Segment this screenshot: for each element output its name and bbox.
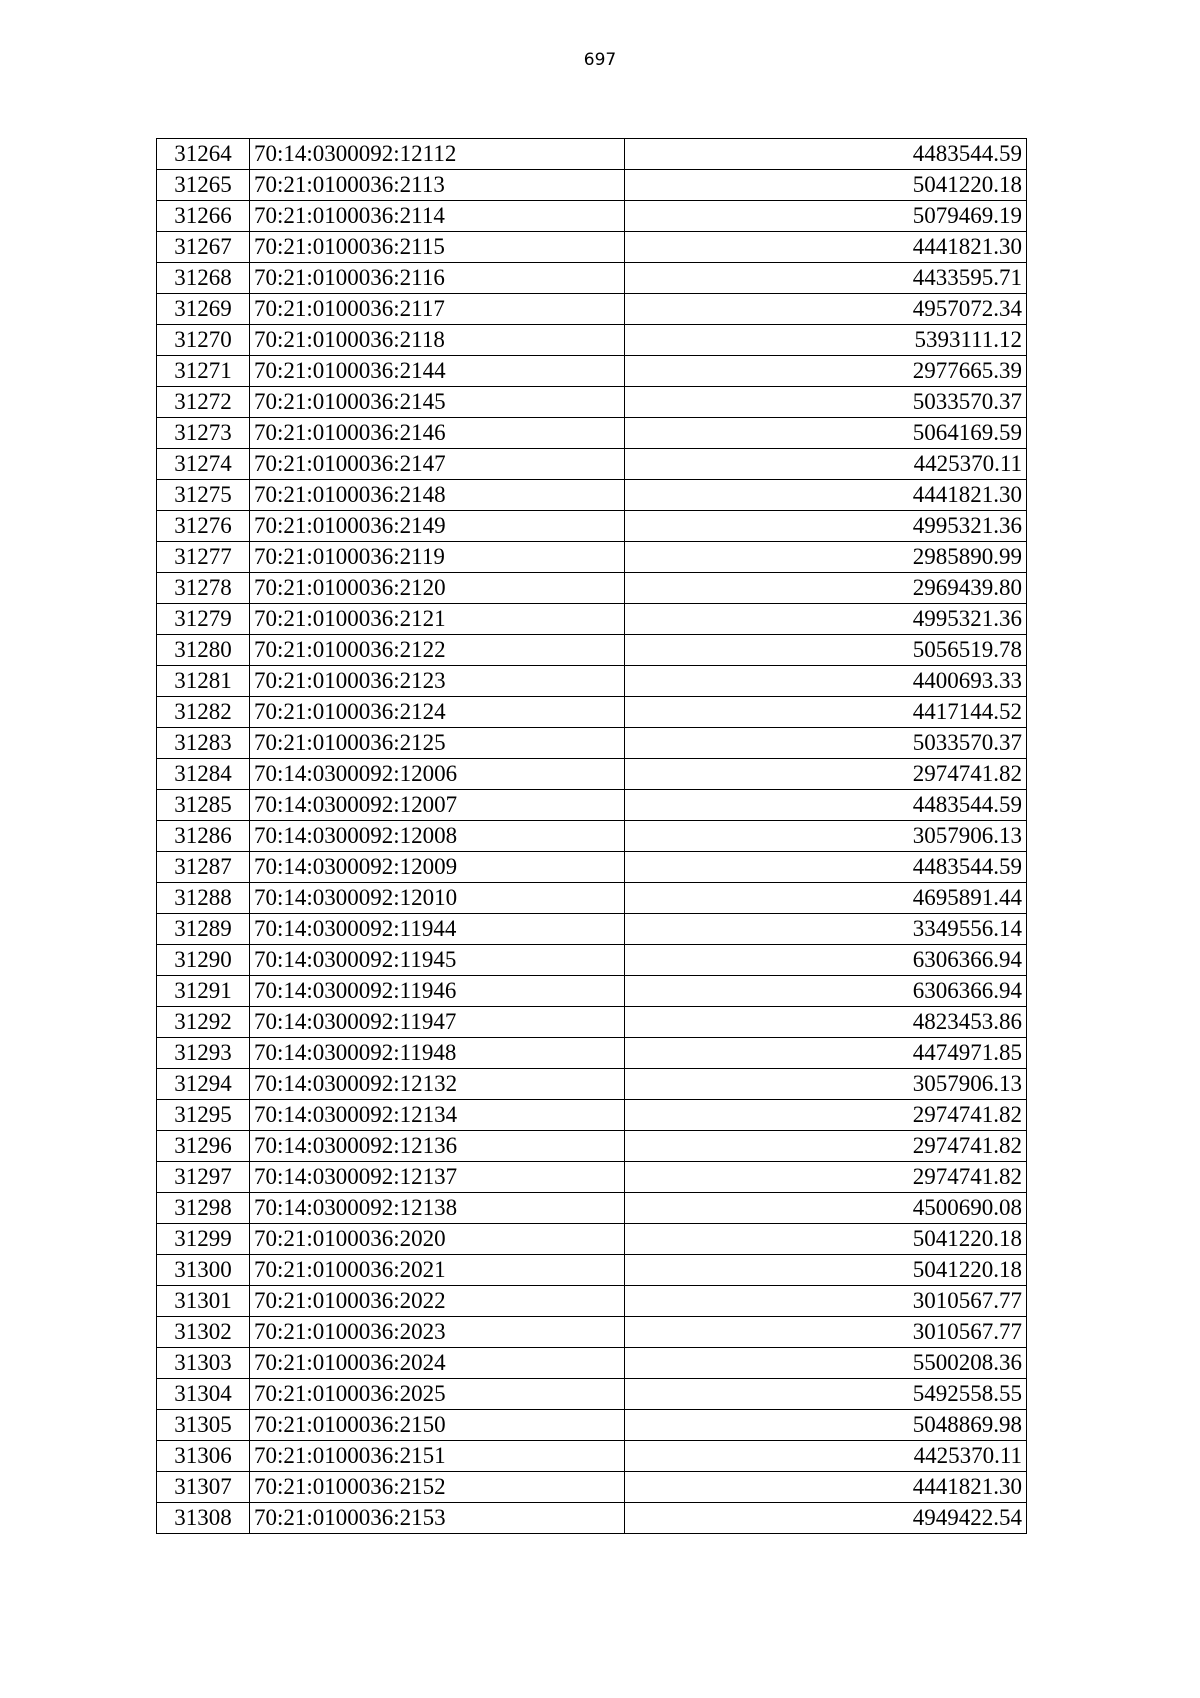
- cadastral-value-cell: 2974741.82: [625, 1131, 1027, 1162]
- row-number-cell: 31284: [157, 759, 250, 790]
- cadastral-number-cell: 70:21:0100036:2025: [250, 1379, 625, 1410]
- table-row: [157, 356, 1027, 387]
- table-row: [157, 1100, 1027, 1131]
- table-row: [157, 449, 1027, 480]
- cadastral-number-cell: 70:14:0300092:12006: [250, 759, 625, 790]
- row-number-cell: 31269: [157, 294, 250, 325]
- table-row: [157, 666, 1027, 697]
- cadastral-value-cell: 4483544.59: [625, 139, 1027, 170]
- cadastral-number-cell: 70:21:0100036:2120: [250, 573, 625, 604]
- cadastral-number-cell: 70:21:0100036:2020: [250, 1224, 625, 1255]
- cadastral-number-cell: 70:21:0100036:2113: [250, 170, 625, 201]
- cadastral-number-cell: 70:21:0100036:2124: [250, 697, 625, 728]
- row-number-cell: 31282: [157, 697, 250, 728]
- row-number-cell: 31292: [157, 1007, 250, 1038]
- cadastral-number-cell: 70:14:0300092:12009: [250, 852, 625, 883]
- row-number-cell: 31270: [157, 325, 250, 356]
- table-row: [157, 697, 1027, 728]
- cadastral-number-cell: 70:21:0100036:2149: [250, 511, 625, 542]
- table-row: [157, 1131, 1027, 1162]
- table-row: [157, 542, 1027, 573]
- cadastral-value-cell: 3057906.13: [625, 1069, 1027, 1100]
- cadastral-number-cell: 70:21:0100036:2151: [250, 1441, 625, 1472]
- row-number-cell: 31265: [157, 170, 250, 201]
- table-row: [157, 1224, 1027, 1255]
- table-row: [157, 883, 1027, 914]
- row-number-cell: 31273: [157, 418, 250, 449]
- cadastral-value-cell: 5079469.19: [625, 201, 1027, 232]
- cadastral-value-cell: 2969439.80: [625, 573, 1027, 604]
- cadastral-number-cell: 70:14:0300092:11948: [250, 1038, 625, 1069]
- table-row: [157, 294, 1027, 325]
- row-number-cell: 31289: [157, 914, 250, 945]
- cadastral-value-cell: 5041220.18: [625, 1224, 1027, 1255]
- row-number-cell: 31279: [157, 604, 250, 635]
- cadastral-number-cell: 70:21:0100036:2024: [250, 1348, 625, 1379]
- cadastral-number-cell: 70:21:0100036:2148: [250, 480, 625, 511]
- row-number-cell: 31308: [157, 1503, 250, 1534]
- cadastral-value-cell: 2974741.82: [625, 1162, 1027, 1193]
- cadastral-value-cell: 5500208.36: [625, 1348, 1027, 1379]
- row-number-cell: 31290: [157, 945, 250, 976]
- cadastral-value-cell: 4425370.11: [625, 1441, 1027, 1472]
- row-number-cell: 31288: [157, 883, 250, 914]
- cadastral-value-cell: 5041220.18: [625, 1255, 1027, 1286]
- table-row: [157, 139, 1027, 170]
- cadastral-value-cell: 2985890.99: [625, 542, 1027, 573]
- cadastral-value-cell: 4957072.34: [625, 294, 1027, 325]
- row-number-cell: 31287: [157, 852, 250, 883]
- row-number-cell: 31291: [157, 976, 250, 1007]
- cadastral-number-cell: 70:21:0100036:2117: [250, 294, 625, 325]
- table-row: [157, 821, 1027, 852]
- table-row: [157, 1472, 1027, 1503]
- table-row: [157, 1348, 1027, 1379]
- cadastral-number-cell: 70:14:0300092:12134: [250, 1100, 625, 1131]
- row-number-cell: 31272: [157, 387, 250, 418]
- cadastral-value-cell: 4483544.59: [625, 790, 1027, 821]
- cadastral-value-cell: 4400693.33: [625, 666, 1027, 697]
- cadastral-value-table: [156, 138, 1027, 1534]
- cadastral-number-cell: 70:21:0100036:2150: [250, 1410, 625, 1441]
- cadastral-value-cell: 4949422.54: [625, 1503, 1027, 1534]
- cadastral-number-cell: 70:21:0100036:2021: [250, 1255, 625, 1286]
- row-number-cell: 31306: [157, 1441, 250, 1472]
- row-number-cell: 31293: [157, 1038, 250, 1069]
- page-number: 697: [583, 50, 617, 70]
- cadastral-number-cell: 70:14:0300092:12132: [250, 1069, 625, 1100]
- row-number-cell: 31277: [157, 542, 250, 573]
- row-number-cell: 31305: [157, 1410, 250, 1441]
- cadastral-value-cell: 6306366.94: [625, 945, 1027, 976]
- cadastral-value-cell: 3010567.77: [625, 1286, 1027, 1317]
- cadastral-value-cell: 3057906.13: [625, 821, 1027, 852]
- cadastral-value-cell: 4433595.71: [625, 263, 1027, 294]
- cadastral-value-cell: 3349556.14: [625, 914, 1027, 945]
- table-row: [157, 1162, 1027, 1193]
- cadastral-value-cell: 5056519.78: [625, 635, 1027, 666]
- table-row: [157, 1317, 1027, 1348]
- cadastral-number-cell: 70:21:0100036:2116: [250, 263, 625, 294]
- row-number-cell: 31286: [157, 821, 250, 852]
- cadastral-number-cell: 70:21:0100036:2118: [250, 325, 625, 356]
- table-row: [157, 1503, 1027, 1534]
- row-number-cell: 31271: [157, 356, 250, 387]
- cadastral-number-cell: 70:21:0100036:2152: [250, 1472, 625, 1503]
- cadastral-number-cell: 70:14:0300092:12136: [250, 1131, 625, 1162]
- cadastral-value-cell: 4500690.08: [625, 1193, 1027, 1224]
- table-row: [157, 1255, 1027, 1286]
- row-number-cell: 31302: [157, 1317, 250, 1348]
- table-row: [157, 1379, 1027, 1410]
- table-row: [157, 263, 1027, 294]
- row-number-cell: 31278: [157, 573, 250, 604]
- row-number-cell: 31295: [157, 1100, 250, 1131]
- row-number-cell: 31299: [157, 1224, 250, 1255]
- table-row: [157, 387, 1027, 418]
- cadastral-value-cell: 5033570.37: [625, 387, 1027, 418]
- row-number-cell: 31301: [157, 1286, 250, 1317]
- cadastral-value-cell: 4441821.30: [625, 480, 1027, 511]
- cadastral-number-cell: 70:21:0100036:2123: [250, 666, 625, 697]
- cadastral-value-cell: 6306366.94: [625, 976, 1027, 1007]
- row-number-cell: 31280: [157, 635, 250, 666]
- cadastral-number-cell: 70:21:0100036:2125: [250, 728, 625, 759]
- cadastral-number-cell: 70:14:0300092:11946: [250, 976, 625, 1007]
- cadastral-number-cell: 70:21:0100036:2114: [250, 201, 625, 232]
- cadastral-value-cell: 4995321.36: [625, 604, 1027, 635]
- row-number-cell: 31268: [157, 263, 250, 294]
- row-number-cell: 31267: [157, 232, 250, 263]
- table-row: [157, 852, 1027, 883]
- table-row: [157, 976, 1027, 1007]
- cadastral-number-cell: 70:21:0100036:2121: [250, 604, 625, 635]
- cadastral-value-cell: 4823453.86: [625, 1007, 1027, 1038]
- cadastral-number-cell: 70:14:0300092:12137: [250, 1162, 625, 1193]
- table-row: [157, 573, 1027, 604]
- row-number-cell: 31276: [157, 511, 250, 542]
- table-row: [157, 201, 1027, 232]
- row-number-cell: 31266: [157, 201, 250, 232]
- row-number-cell: 31303: [157, 1348, 250, 1379]
- table-row: [157, 325, 1027, 356]
- row-number-cell: 31300: [157, 1255, 250, 1286]
- cadastral-number-cell: 70:14:0300092:11945: [250, 945, 625, 976]
- cadastral-value-cell: 5033570.37: [625, 728, 1027, 759]
- row-number-cell: 31264: [157, 139, 250, 170]
- cadastral-number-cell: 70:21:0100036:2122: [250, 635, 625, 666]
- cadastral-value-cell: 4425370.11: [625, 449, 1027, 480]
- table-row: [157, 1286, 1027, 1317]
- cadastral-value-cell: 4483544.59: [625, 852, 1027, 883]
- cadastral-number-cell: 70:14:0300092:12138: [250, 1193, 625, 1224]
- cadastral-number-cell: 70:14:0300092:12010: [250, 883, 625, 914]
- table-row: [157, 1410, 1027, 1441]
- cadastral-number-cell: 70:21:0100036:2144: [250, 356, 625, 387]
- cadastral-value-cell: 4441821.30: [625, 1472, 1027, 1503]
- table-row: [157, 790, 1027, 821]
- cadastral-number-cell: 70:21:0100036:2022: [250, 1286, 625, 1317]
- cadastral-value-cell: 4995321.36: [625, 511, 1027, 542]
- cadastral-value-cell: 2977665.39: [625, 356, 1027, 387]
- row-number-cell: 31283: [157, 728, 250, 759]
- table-row: [157, 945, 1027, 976]
- table-row: [157, 511, 1027, 542]
- table-row: [157, 480, 1027, 511]
- cadastral-number-cell: 70:21:0100036:2115: [250, 232, 625, 263]
- cadastral-value-cell: 4417144.52: [625, 697, 1027, 728]
- row-number-cell: 31307: [157, 1472, 250, 1503]
- table-row: [157, 759, 1027, 790]
- cadastral-number-cell: 70:14:0300092:11947: [250, 1007, 625, 1038]
- table-row: [157, 604, 1027, 635]
- row-number-cell: 31294: [157, 1069, 250, 1100]
- row-number-cell: 31275: [157, 480, 250, 511]
- table-row: [157, 914, 1027, 945]
- cadastral-value-cell: 4441821.30: [625, 232, 1027, 263]
- cadastral-value-cell: 5492558.55: [625, 1379, 1027, 1410]
- row-number-cell: 31304: [157, 1379, 250, 1410]
- row-number-cell: 31285: [157, 790, 250, 821]
- cadastral-number-cell: 70:21:0100036:2146: [250, 418, 625, 449]
- cadastral-value-cell: 4474971.85: [625, 1038, 1027, 1069]
- cadastral-number-cell: 70:21:0100036:2023: [250, 1317, 625, 1348]
- row-number-cell: 31298: [157, 1193, 250, 1224]
- row-number-cell: 31297: [157, 1162, 250, 1193]
- cadastral-number-cell: 70:21:0100036:2147: [250, 449, 625, 480]
- cadastral-number-cell: 70:14:0300092:11944: [250, 914, 625, 945]
- row-number-cell: 31274: [157, 449, 250, 480]
- row-number-cell: 31296: [157, 1131, 250, 1162]
- table-row: [157, 1007, 1027, 1038]
- table-row: [157, 232, 1027, 263]
- cadastral-value-cell: 5064169.59: [625, 418, 1027, 449]
- cadastral-number-cell: 70:14:0300092:12112: [250, 139, 625, 170]
- cadastral-value-cell: 3010567.77: [625, 1317, 1027, 1348]
- cadastral-number-cell: 70:21:0100036:2153: [250, 1503, 625, 1534]
- cadastral-number-cell: 70:21:0100036:2145: [250, 387, 625, 418]
- cadastral-value-cell: 5041220.18: [625, 170, 1027, 201]
- table-row: [157, 728, 1027, 759]
- cadastral-value-cell: 5393111.12: [625, 325, 1027, 356]
- table-row: [157, 635, 1027, 666]
- table-row: [157, 1038, 1027, 1069]
- cadastral-value-cell: 5048869.98: [625, 1410, 1027, 1441]
- cadastral-number-cell: 70:14:0300092:12007: [250, 790, 625, 821]
- table-row: [157, 1193, 1027, 1224]
- table-row: [157, 1441, 1027, 1472]
- table-body: [157, 139, 1027, 1534]
- cadastral-number-cell: 70:14:0300092:12008: [250, 821, 625, 852]
- cadastral-value-cell: 4695891.44: [625, 883, 1027, 914]
- table-row: [157, 1069, 1027, 1100]
- cadastral-number-cell: 70:21:0100036:2119: [250, 542, 625, 573]
- cadastral-value-cell: 2974741.82: [625, 1100, 1027, 1131]
- row-number-cell: 31281: [157, 666, 250, 697]
- cadastral-value-cell: 2974741.82: [625, 759, 1027, 790]
- table-row: [157, 170, 1027, 201]
- table-row: [157, 418, 1027, 449]
